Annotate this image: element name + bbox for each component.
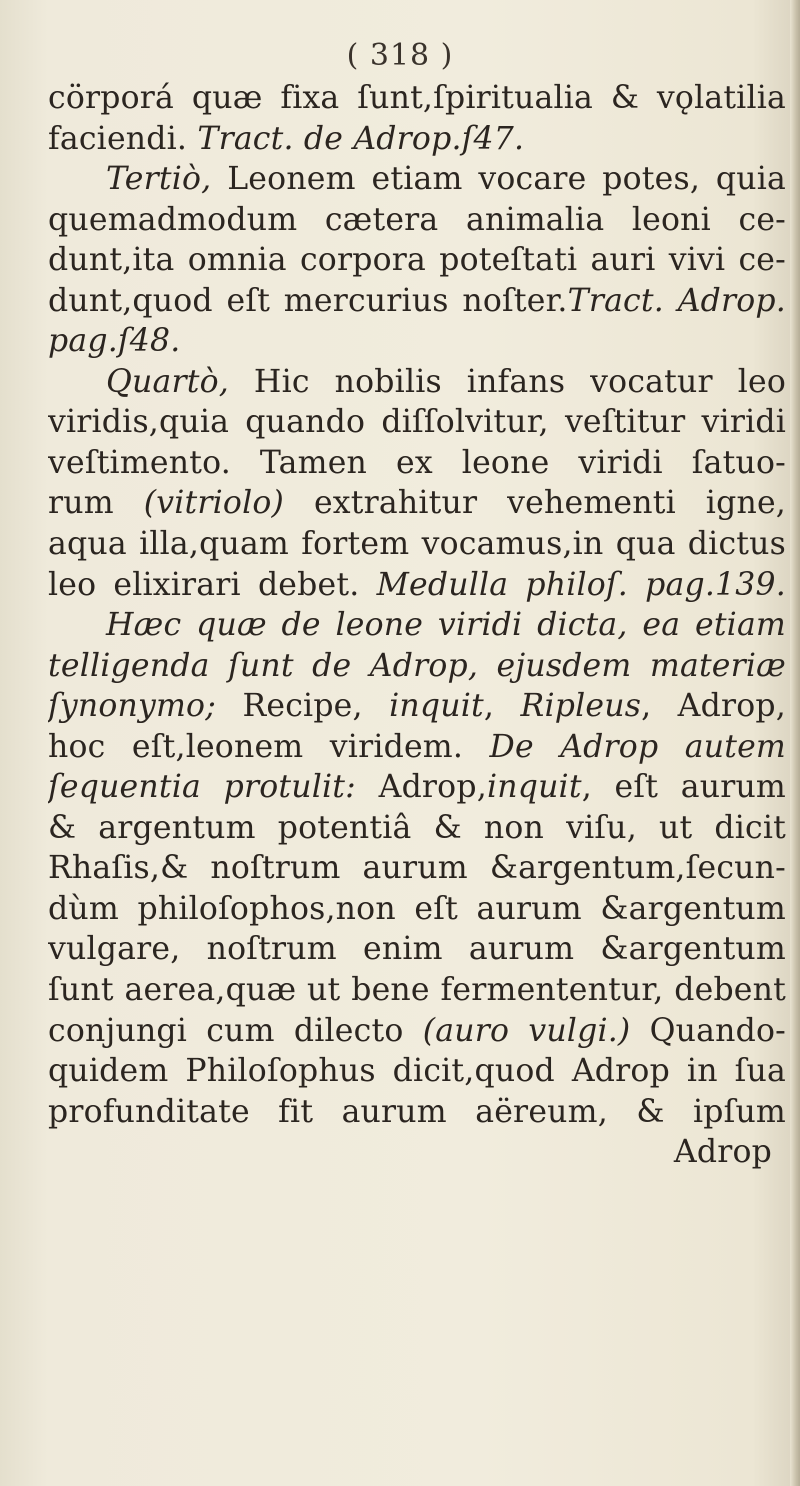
text-line	[48, 78, 786, 119]
text-line	[48, 1092, 786, 1133]
roman-text: ſunt aerea,quæ ut bene fermententur, debent	[48, 972, 786, 1009]
text-line	[48, 605, 786, 646]
italic-text: inquit	[389, 688, 484, 725]
italic-text: Quartò,	[106, 363, 229, 400]
roman-text: dunt,ita omnia corpora poteſtati auri vivi ce-	[48, 242, 786, 279]
roman-text: quemadmodum cætera animalia leoni ce-	[48, 201, 786, 238]
text-line	[48, 483, 786, 524]
italic-text: inquit	[486, 769, 582, 806]
roman-text: veſtimento. Tamen ex leone viridi ſatuo-	[48, 444, 786, 481]
roman-text: Recipe,	[216, 688, 390, 725]
italic-text: Tract. de Adrop.ſ47.	[197, 120, 525, 157]
text-line	[48, 524, 786, 565]
text-line	[48, 362, 786, 403]
text-line	[48, 929, 786, 970]
roman-text: viridis,quia quando diſſolvitur, veſtitur viridi	[48, 404, 786, 441]
text-line	[48, 889, 786, 930]
page-number: ( 318 )	[346, 38, 454, 73]
italic-text: telligenda ſunt de Adrop, ejusdem materiæ	[48, 647, 786, 684]
roman-text: Leonem etiam vocare potes, quia	[211, 161, 786, 198]
text-line	[48, 727, 786, 768]
roman-text: profunditate fit aurum aëreum, & ipſum	[48, 1093, 786, 1130]
roman-text: ,	[483, 688, 521, 725]
roman-text: faciendi.	[48, 120, 198, 157]
text-line	[48, 646, 786, 687]
roman-text: rum	[48, 485, 144, 522]
italic-text: pag.ſ48.	[48, 323, 181, 360]
text-line	[48, 281, 786, 322]
text-line	[48, 1132, 786, 1173]
text-line	[48, 159, 786, 200]
roman-text: leo elixirari debet.	[48, 566, 377, 603]
text-line	[48, 119, 786, 160]
roman-text: hoc eſt,leonem viridem.	[48, 728, 490, 765]
roman-text: , Adrop,	[641, 688, 786, 725]
italic-text: Medulla philoſ. pag.139.	[376, 566, 786, 603]
roman-text: , eſt aurum	[581, 769, 786, 806]
italic-text: (auro vulgi.)	[422, 1012, 631, 1049]
italic-text: ſequentia protulit:	[48, 769, 356, 806]
roman-text: Quando-	[630, 1012, 786, 1049]
roman-text: cörporá quæ fixa ſunt,ſpiritualia & vǫlatilia	[48, 80, 786, 116]
text-line	[48, 1051, 786, 1092]
text-line	[48, 848, 786, 889]
text-line	[48, 443, 786, 484]
roman-text: conjungi cum dilecto	[48, 1012, 423, 1049]
roman-text: Hic nobilis infans vocatur leo	[229, 363, 786, 400]
text-line	[48, 808, 786, 849]
text-line	[48, 565, 786, 606]
body-text	[48, 78, 786, 1173]
italic-text: (vitriolo)	[143, 485, 285, 522]
text-line	[48, 200, 786, 241]
roman-text: aqua illa,quam fortem vocamus,in qua dictus	[48, 526, 786, 563]
text-line	[48, 767, 786, 808]
roman-text: dunt,quod eſt mercurius noſter.	[48, 282, 568, 319]
italic-text: Tract. Adrop.	[567, 282, 786, 319]
roman-text: vulgare, noſtrum enim aurum &argentum	[48, 931, 786, 968]
text-line	[48, 970, 786, 1011]
roman-text: extrahitur vehementi igne,	[284, 485, 786, 522]
text-line	[48, 1011, 786, 1052]
italic-text: ſynonymo;	[48, 688, 217, 725]
italic-text: Tertiò,	[106, 161, 212, 198]
roman-text: Adrop,	[355, 769, 487, 806]
text-line	[48, 686, 786, 727]
roman-text: Adrop	[673, 1134, 772, 1171]
italic-text: Hæc quæ de leone viridi dicta, ea etiam	[106, 607, 786, 644]
roman-text: quidem Philoſophus dicit,quod Adrop in ſua	[48, 1053, 786, 1090]
roman-text: & argentum potentiâ & non viſu, ut dicit	[48, 809, 786, 846]
italic-text: Ripleus	[520, 688, 642, 725]
roman-text: Rhaſis,& noſtrum aurum &argentum,ſecun-	[48, 850, 786, 887]
page-edge	[790, 0, 800, 1486]
text-line	[48, 240, 786, 281]
italic-text: De Adrop autem	[489, 728, 786, 765]
roman-text: dùm philoſophos,non eſt aurum &argentum	[48, 890, 786, 927]
text-line	[48, 321, 786, 362]
text-line	[48, 402, 786, 443]
